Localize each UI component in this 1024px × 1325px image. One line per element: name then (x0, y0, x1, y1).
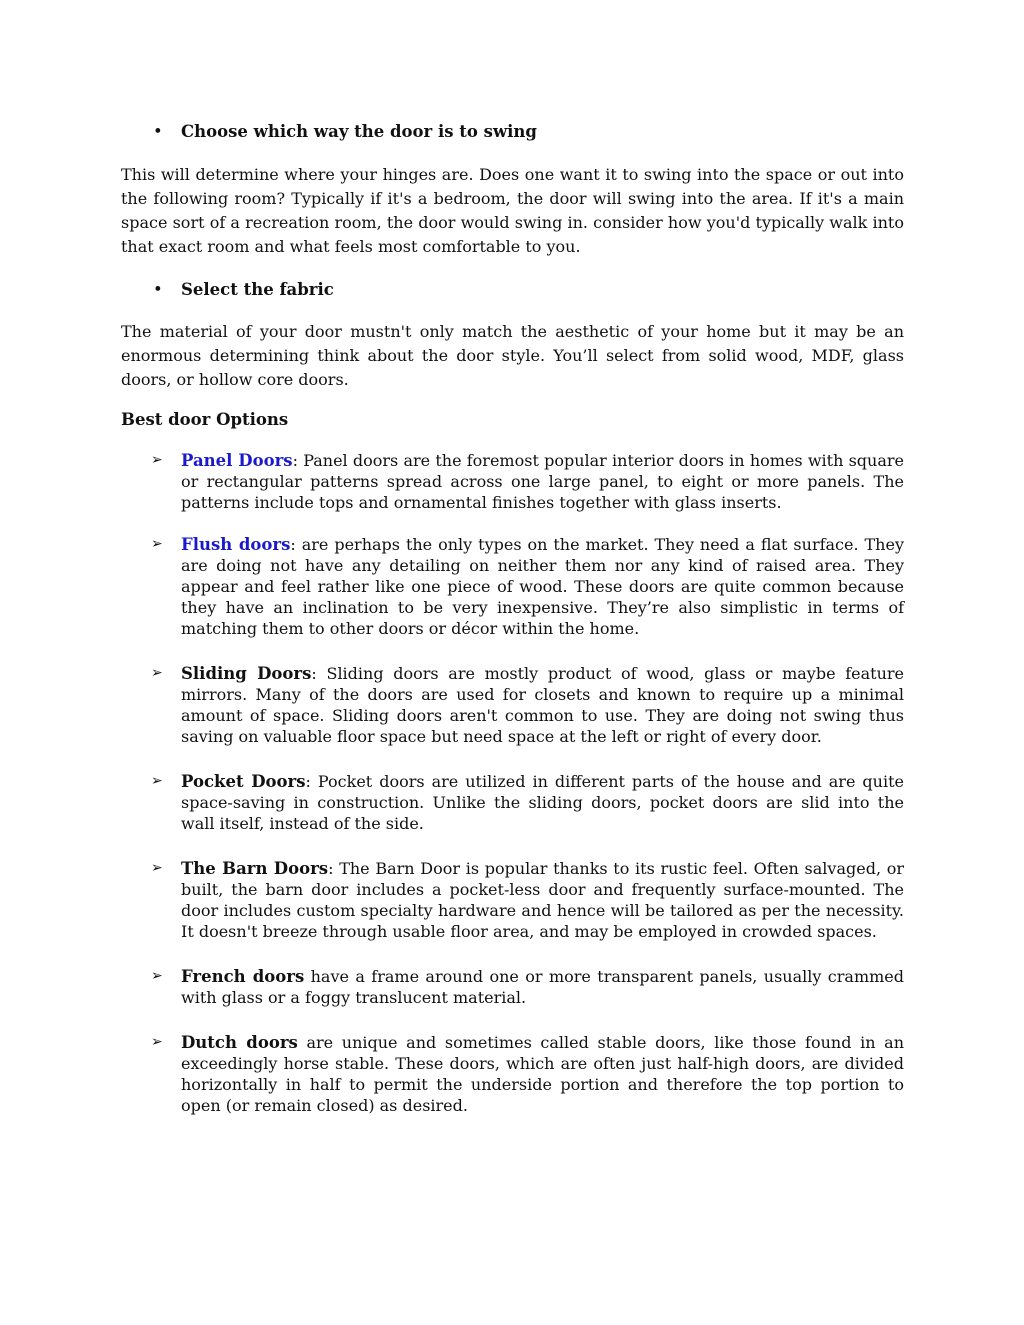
heading-swing-direction (121, 121, 904, 143)
arrow-bullet-icon: ➢ (151, 536, 163, 552)
option-description: : are perhaps the only types on the market. They need a flat surface. They are doing not have any detailing on neither them nor any kind of raised area. They appear and feel rather like one piece of wood. These doors are quite common because they have an inclination to be very inexpensive. They’re also simplistic in terms of matching them to other doors or décor within the home. (181, 535, 904, 638)
paragraph-swing-direction: This will determine where your hinges are. Does one want it to swing into the space or out into the following room? Typically if it's a bedroom, the door will swing into the area. If it's a main space sort of a recreation room, the door would swing in. consider how you'd typically walk into that exact room and what feels most comfortable to you. (121, 165, 904, 256)
best-door-options-title: Best door Options (121, 410, 289, 429)
option-name: The Barn Doors (181, 859, 329, 878)
option-description: : Sliding doors are mostly product of wood, glass or maybe feature mirrors. Many of the doors are used for closets and known to require up a minimal amount of space. Sliding doors aren't common to use. They are doing not swing thus saving on valuable floor space but need space at the left or right of every door. (181, 664, 904, 746)
option-description: : Pocket doors are utilized in different parts of the house and are quite space-saving in construction. Unlike the sliding doors, pocket doors are slid into the wall itself, instead of the side. (181, 772, 904, 833)
paragraph-select-fabric: The material of your door mustn't only match the aesthetic of your home but it may be an enormous determining think about the door style. You’ll select from solid wood, MDF, glass doors, or hollow core doors. (121, 322, 904, 389)
heading-text: Choose which way the door is to swing (181, 122, 537, 141)
option-name: Dutch doors (181, 1033, 298, 1052)
document-content (121, 121, 904, 1116)
arrow-bullet-icon: ➢ (151, 452, 163, 468)
option-panel-doors (121, 450, 904, 513)
arrow-bullet-icon: ➢ (151, 860, 163, 876)
option-name: Sliding Doors (181, 664, 312, 683)
option-name-link[interactable]: Panel Doors (181, 451, 293, 470)
bullet-icon: • (153, 122, 163, 141)
option-pocket-doors (121, 771, 904, 834)
arrow-bullet-icon: ➢ (151, 665, 163, 681)
option-dutch-doors (121, 1032, 904, 1116)
option-name: Pocket Doors (181, 772, 306, 791)
door-options-list (121, 450, 904, 1116)
option-flush-doors (121, 534, 904, 639)
option-french-doors (121, 966, 904, 1008)
option-description: are unique and sometimes called stable doors, like those found in an exceedingly horse stable. These doors, which are often just half-high doors, are divided horizontally in half to permit the underside portion and therefore the top portion to open (or remain closed) as desired. (181, 1033, 904, 1115)
option-description: have a frame around one or more transparent panels, usually crammed with glass or a foggy translucent material. (181, 967, 904, 1007)
arrow-bullet-icon: ➢ (151, 773, 163, 789)
arrow-bullet-icon: ➢ (151, 968, 163, 984)
heading-select-fabric (121, 279, 904, 301)
heading-text: Select the fabric (181, 280, 334, 299)
bullet-icon: • (153, 280, 163, 299)
option-description: : Panel doors are the foremost popular interior doors in homes with square or rectangular patterns spread across one large panel, to eight or more panels. The patterns include tops and ornamental finishes together with glass inserts. (181, 451, 904, 512)
option-sliding-doors (121, 663, 904, 747)
option-barn-doors (121, 858, 904, 942)
option-name: French doors (181, 967, 305, 986)
option-description: : The Barn Door is popular thanks to its rustic feel. Often salvaged, or built, the barn door includes a pocket-less door and frequently surface-mounted. The door includes custom specialty hardware and hence will be tailored as per the necessity. It doesn't breeze through usable floor area, and may be employed in crowded spaces. (181, 859, 905, 941)
option-name-link[interactable]: Flush doors (181, 535, 291, 554)
arrow-bullet-icon: ➢ (151, 1034, 163, 1050)
